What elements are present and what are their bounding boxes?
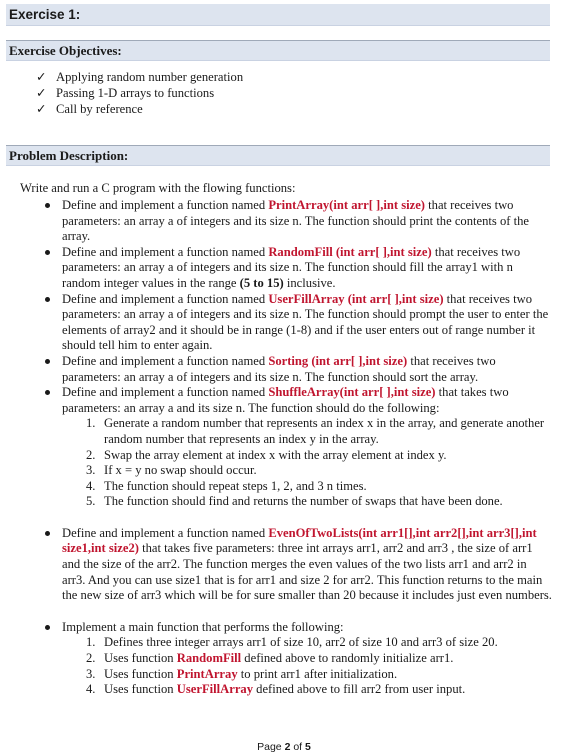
- list-item: Define and implement a function named RandomFill (int arr[ ],int size) that receives two parameters: an array a of integers and its size n. The function should fill the array1 with n random integer values in the range (5 to 15) inclusive.: [12, 245, 552, 292]
- list-item: Implement a main function that performs the following: 1. Defines three integer arrays arr1 of size 10, arr2 of size 10 and arr3 of size 20. 2. Uses function RandomFill defined above to randomly initialize arr1. 3. Uses function PrintArray to print arr1 after initialization. 4. Uses function UserFillArray defined above to fill arr2 from user input.: [12, 620, 552, 698]
- function-name: Sorting (int arr[ ],int size): [268, 353, 408, 368]
- sub-step: 4. The function should repeat steps 1, 2, and 3 n times.: [86, 478, 367, 493]
- function-name: RandomFill (int arr[ ],int size): [268, 244, 432, 259]
- objective-item: ✓ Call by reference: [36, 102, 143, 116]
- list-item: Define and implement a function named PrintArray(int arr[ ],int size) that receives two parameters: an array a of integers and its size n. The function should print the contents of the array.: [12, 198, 552, 245]
- bullet-icon: [45, 297, 50, 302]
- bullet-icon: [45, 359, 50, 364]
- sub-step: 2. Uses function RandomFill defined above to randomly initialize arr1.: [86, 651, 454, 666]
- checkmark-icon: ✓: [36, 86, 47, 100]
- sub-step: 3. Uses function PrintArray to print arr1 after initialization.: [86, 666, 398, 681]
- bullet-icon: [45, 531, 50, 536]
- function-name: UserFillArray (int arr[ ],int size): [268, 291, 444, 306]
- objectives-heading: Exercise Objectives:: [6, 41, 550, 61]
- bullet-icon: [45, 390, 50, 395]
- sub-step: 1. Generate a random number that represents an index x in the array, and generate another random number that represents an index y in the array.: [86, 416, 545, 446]
- bullet-icon: [45, 625, 50, 630]
- sub-step: 2. Swap the array element at index x with the array element at index y.: [86, 447, 447, 462]
- bullet-icon: [45, 203, 50, 208]
- exercise-title: Exercise 1:: [6, 4, 550, 26]
- sub-step: 4. Uses function UserFillArray defined above to fill arr2 from user input.: [86, 682, 466, 697]
- sub-step: 5. The function should find and returns the number of swaps that have been done.: [86, 494, 503, 509]
- page-number: Page 2 of 5: [257, 741, 311, 753]
- bullet-icon: [45, 250, 50, 255]
- sub-step: 3. If x = y no swap should occur.: [86, 463, 257, 478]
- sub-step: 1. Defines three integer arrays arr1 of size 10, arr2 of size 10 and arr3 of size 20.: [86, 635, 498, 650]
- function-name: PrintArray(int arr[ ],int size): [268, 198, 425, 212]
- checkmark-icon: ✓: [36, 70, 47, 84]
- function-name: ShuffleArray(int arr[ ],int size): [268, 385, 436, 400]
- checkmark-icon: ✓: [36, 102, 47, 116]
- function-name: EvenOfTwoLists(int arr1[],int arr2[],int arr3[],int size1,int size2): [62, 525, 537, 556]
- problem-intro: Write and run a C program with the flowing functions:: [20, 181, 296, 195]
- objective-item: ✓ Passing 1-D arrays to functions: [36, 86, 215, 100]
- list-item: Define and implement a function named Sorting (int arr[ ],int size) that receives two parameters: an array a of integers and its size n. The function should sort the array.: [12, 354, 552, 385]
- requirements-list: [12, 198, 552, 698]
- list-item: Define and implement a function named EvenOfTwoLists(int arr1[],int arr2[],int arr3[],int size1,int size2) that takes five parameters: three int arrays arr1, arr2 and arr3 , the size of arr1 and the size of the arr2. The function merges the even values of the two lists arr1 and arr2 in arr3. And you can use size1 that is for arr1 and size 2 for arr2. This function returns to the main the new size of arr3 which will be for sure smaller than 20 because it includes just even numbers.: [12, 526, 552, 604]
- list-item: Define and implement a function named UserFillArray (int arr[ ],int size) that receives two parameters: an array a of integers and its size n. The function should prompt the user to enter the elements of array2 and it should be in range (1-8) and if the user enters out of range number it should tell him to enter again.: [12, 292, 552, 354]
- problem-heading: Problem Description:: [6, 146, 550, 166]
- objective-item: ✓ Applying random number generation: [36, 70, 244, 84]
- list-item: Define and implement a function named ShuffleArray(int arr[ ],int size) that takes two parameters: an array a and its size n. The function should do the following: 1. Generate a random number that represents an index x in the array, and generate another random number that represents an index y in the array. 2. Swap the array element at index x with the array element at index y. 3. If x = y no swap should occur. 4. The function should repeat steps 1, 2, and 3 n times. 5. The function should find and returns the number of swaps that have been done.: [12, 385, 552, 510]
